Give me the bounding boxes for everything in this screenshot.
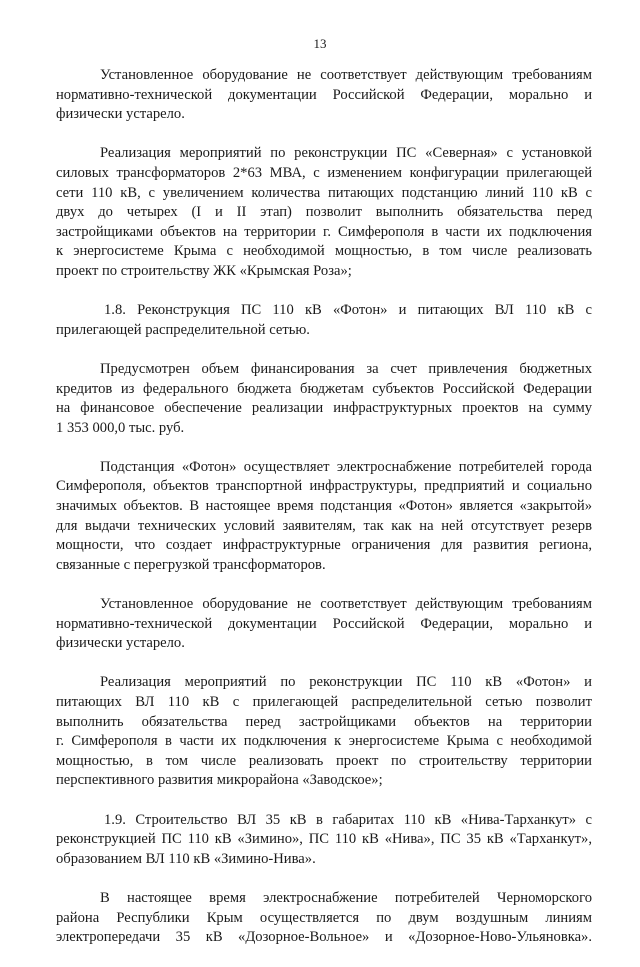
paragraph-foton-substation bbox=[56, 458, 592, 576]
paragraph-line: 1 353 000,0 тыс. руб. bbox=[56, 419, 185, 436]
paragraph-line: электропередачи 35 кВ «Дозорное-Вольное» и «Дозорное-Ново-Ульяновка». bbox=[56, 929, 592, 946]
paragraph-severnaya-reconstruction bbox=[56, 144, 592, 281]
paragraph-line: двух до четырех (I и II этап) позволит выполнить обязательства перед bbox=[56, 204, 592, 221]
page-number: 13 bbox=[313, 36, 327, 51]
paragraph-line: В настоящее время электроснабжение потребителей Черноморского bbox=[100, 889, 592, 906]
paragraph-line: нормативно-технической документации Российской Федерации, морально и bbox=[56, 615, 592, 632]
paragraph-financing bbox=[56, 360, 592, 438]
paragraph-line: к энергосистеме Крыма с необходимой мощностью, в том числе реализовать bbox=[56, 243, 592, 260]
paragraph-foton-reconstruction bbox=[56, 673, 592, 791]
paragraph-line: перспективного развития микрорайона «Заводское»; bbox=[56, 772, 383, 789]
paragraph-line: 1.9. Строительство ВЛ 35 кВ в габаритах 110 кВ «Нива-Тарханкут» с bbox=[104, 811, 592, 828]
paragraph-line: 1.8. Реконструкция ПС 110 кВ «Фотон» и питающих ВЛ 110 кВ с bbox=[104, 302, 592, 319]
paragraph-line: сети 110 кВ, с увеличением количества питающих подстанцию линий 110 кВ с bbox=[56, 184, 592, 201]
paragraph-line: Подстанция «Фотон» осуществляет электроснабжение потребителей города bbox=[100, 458, 592, 475]
paragraph-equipment-outdated-2 bbox=[56, 595, 592, 654]
paragraph-line: значимых объектов. В настоящее время подстанция «Фотон» является «закрытой» bbox=[56, 498, 592, 515]
paragraph-line: физически устарело. bbox=[56, 635, 185, 652]
paragraph-line: Реализация мероприятий по реконструкции ПС 110 кВ «Фотон» и bbox=[100, 674, 592, 691]
paragraph-line: силовых трансформаторов 2*63 МВА, с изменением конфигурации прилегающей bbox=[56, 164, 592, 181]
paragraph-line: реконструкцией ПС 110 кВ «Зимино», ПС 110 кВ «Нива», ПС 35 кВ «Тарханкут», bbox=[56, 831, 592, 848]
paragraph-line: застройщиками объектов на территории г. Симферополя в части их подключения bbox=[56, 223, 592, 240]
paragraph-equipment-outdated-1 bbox=[56, 66, 592, 125]
item-1-8-foton bbox=[56, 301, 592, 340]
paragraph-line: Установленное оборудование не соответствует действующим требованиям bbox=[100, 67, 592, 83]
paragraph-line: нормативно-технической документации Российской Федерации, морально и bbox=[56, 86, 592, 103]
document-body bbox=[56, 66, 592, 967]
paragraph-line: для выдачи технических условий заявителям, так как на ней отсутствует резерв bbox=[56, 517, 592, 534]
paragraph-line: на финансовое обеспечение реализации инфраструктурных проектов на сумму bbox=[56, 400, 592, 417]
paragraph-line: кредитов из федерального бюджета бюджетам субъектов Российской Федерации bbox=[56, 380, 592, 397]
paragraph-line: г. Симферополя в части их подключения к энергосистеме Крыма с необходимой bbox=[56, 733, 592, 750]
paragraph-line: мощности, что создает инфраструктурные ограничения для развития региона, bbox=[56, 537, 592, 554]
paragraph-line: района Республики Крым осуществляется по двум воздушным линиям bbox=[56, 909, 592, 926]
paragraph-line: Симферополя, объектов транспортной инфраструктуры, предприятий и социально bbox=[56, 478, 592, 495]
item-1-9-niva-tarkhankut bbox=[56, 811, 592, 870]
paragraph-line: физически устарело. bbox=[56, 106, 185, 123]
paragraph-line: выполнить обязательства перед застройщиками объектов на территории bbox=[56, 713, 592, 730]
paragraph-line: проект по строительству ЖК «Крымская Роза»; bbox=[56, 262, 352, 279]
paragraph-line: образованием ВЛ 110 кВ «Зимино-Нива». bbox=[56, 850, 316, 867]
paragraph-line: мощностью, в том числе реализовать проект по строительству территории bbox=[56, 752, 592, 769]
paragraph-line: питающих ВЛ 110 кВ с прилегающей распределительной сетью позволит bbox=[56, 694, 592, 710]
paragraph-line: Реализация мероприятий по реконструкции ПС «Северная» с установкой bbox=[100, 145, 592, 162]
paragraph-line: связанные с перегрузкой трансформаторов. bbox=[56, 556, 326, 573]
paragraph-line: прилегающей распределительной сетью. bbox=[56, 321, 310, 338]
paragraph-line: Предусмотрен объем финансирования за счет привлечения бюджетных bbox=[100, 360, 592, 377]
paragraph-line: Установленное оборудование не соответствует действующим требованиям bbox=[100, 596, 592, 613]
paragraph-chernomorsky-supply bbox=[56, 889, 592, 948]
